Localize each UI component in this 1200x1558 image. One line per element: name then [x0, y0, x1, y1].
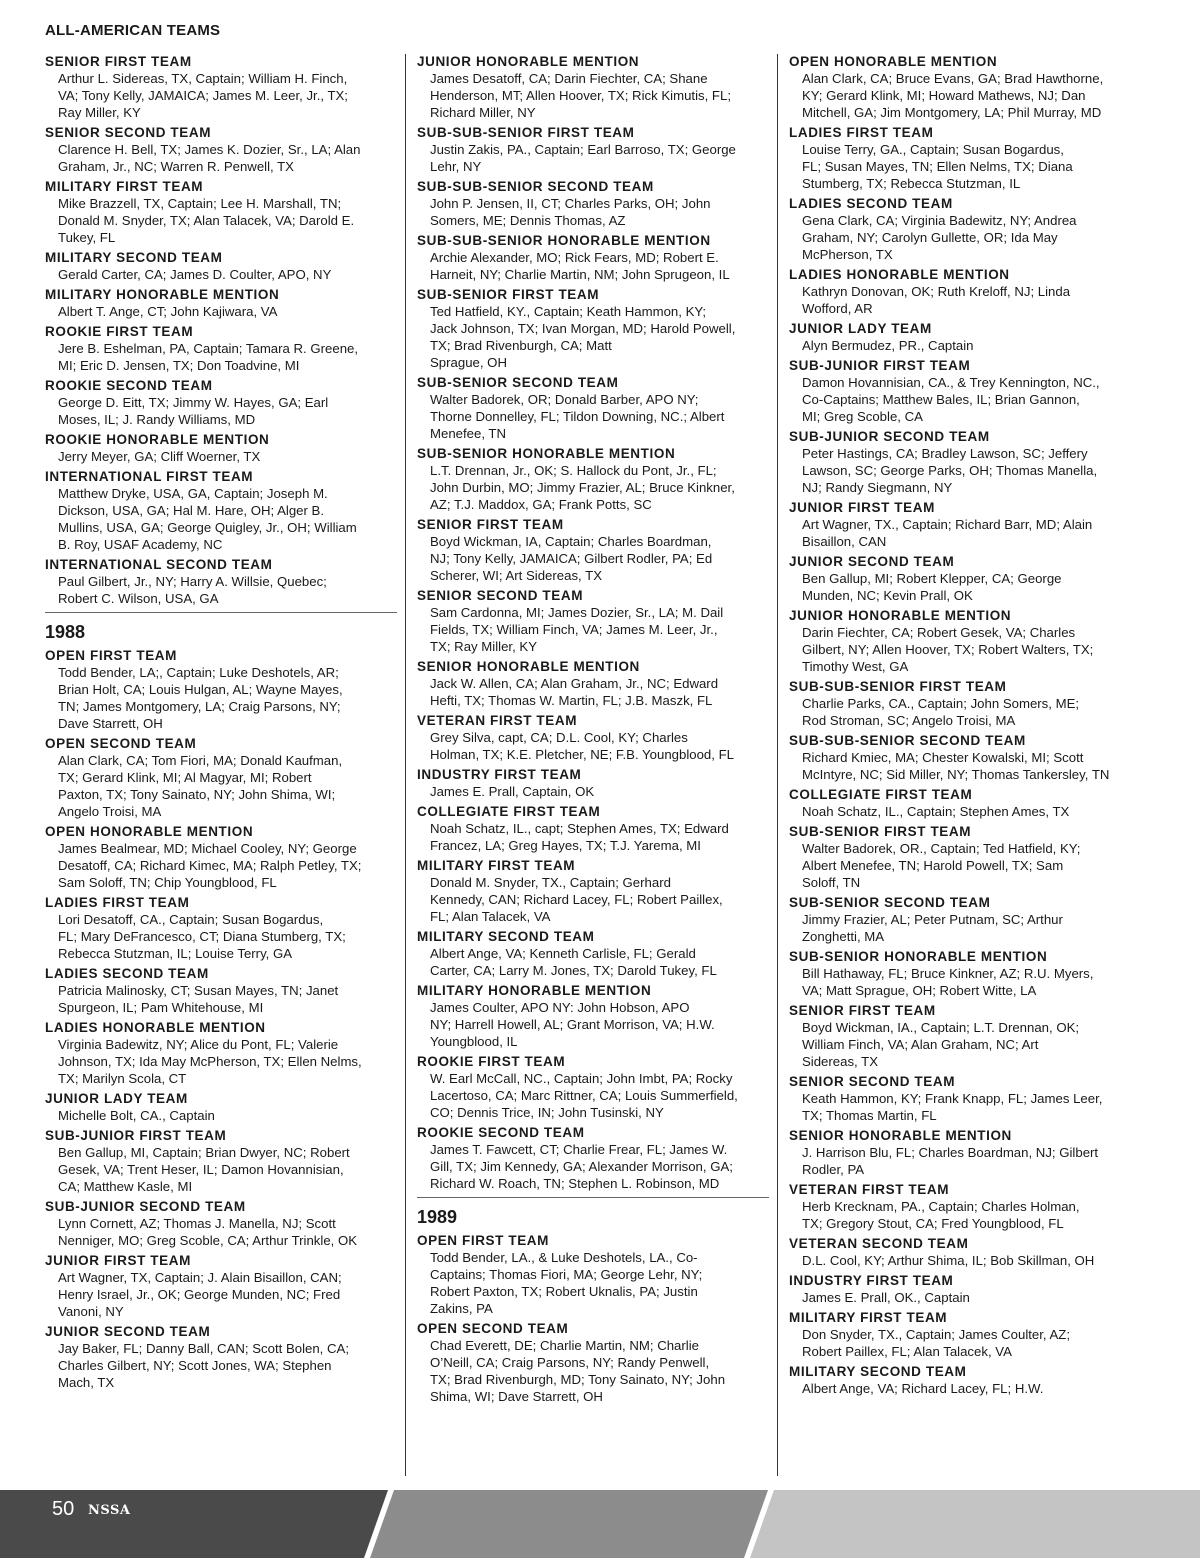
- team-members: Jerry Meyer, GA; Cliff Woerner, TX: [58, 449, 261, 464]
- year-section: [45, 612, 397, 643]
- team-members: James Bealmear, MD; Michael Cooley, NY; George Desatoff, CA; Richard Kimec, MA; Ralph Petley, TX; Sam Soloff, TN; Chip Youngblood, FL: [58, 841, 362, 890]
- footer-bar: [0, 1490, 1200, 1558]
- team-section: [45, 377, 397, 428]
- column-divider: [777, 54, 778, 1476]
- team-section: [417, 374, 769, 442]
- team-members: Herb Krecknam, PA., Captain; Charles Holman, TX; Gregory Stout, CA; Fred Youngblood, FL: [802, 1199, 1080, 1231]
- team-members: D.L. Cool, KY; Arthur Shima, IL; Bob Skillman, OH: [802, 1253, 1095, 1268]
- brand-logo-text: NSSA: [88, 1503, 131, 1518]
- team-section: [789, 678, 1141, 729]
- team-section: [789, 124, 1141, 192]
- team-heading: SUB-SENIOR SECOND TEAM: [417, 375, 619, 390]
- team-members: Gerald Carter, CA; James D. Coulter, APO, NY: [58, 267, 332, 282]
- team-section: [789, 1272, 1141, 1306]
- team-section: [789, 894, 1141, 945]
- team-section: [417, 286, 769, 371]
- team-members: Chad Everett, DE; Charlie Martin, NM; Charlie O’Neill, CA; Craig Parsons, NY; Randy Penwell, TX; Brad Rivenburgh, MD; Tony Sainato, NY; John Shima, WI; Dave Starrett, OH: [430, 1338, 726, 1404]
- team-section: [789, 948, 1141, 999]
- team-heading: SENIOR SECOND TEAM: [789, 1074, 956, 1089]
- team-members: Art Wagner, TX., Captain; Richard Barr, MD; Alain Bisaillon, CAN: [802, 517, 1093, 549]
- team-members: Bill Hathaway, FL; Bruce Kinkner, AZ; R.U. Myers, VA; Matt Sprague, OH; Robert Witte, LA: [802, 966, 1094, 998]
- column-3: [789, 50, 1141, 1397]
- team-section: [417, 232, 769, 283]
- team-members: Clarence H. Bell, TX; James K. Dozier, Sr., LA; Alan Graham, Jr., NC; Warren R. Penwell, TX: [58, 142, 361, 174]
- team-section: [417, 1124, 769, 1192]
- team-heading: OPEN FIRST TEAM: [45, 648, 178, 663]
- team-section: [789, 607, 1141, 675]
- team-section: [789, 732, 1141, 783]
- team-heading: SUB-SUB-SENIOR HONORABLE MENTION: [417, 233, 711, 248]
- team-heading: SUB-JUNIOR FIRST TEAM: [789, 358, 971, 373]
- team-section: [789, 1235, 1141, 1269]
- team-members: James T. Fawcett, CT; Charlie Frear, FL; James W. Gill, TX; Jim Kennedy, GA; Alexander Morrison, GA; Richard W. Roach, TN; Stephen L. Robinson, MD: [430, 1142, 733, 1191]
- team-section: [789, 499, 1141, 550]
- team-heading: SENIOR SECOND TEAM: [45, 125, 212, 140]
- team-members: Jack W. Allen, CA; Alan Graham, Jr., NC; Edward Hefti, TX; Thomas W. Martin, FL; J.B. Maszk, FL: [430, 676, 719, 708]
- team-heading: SENIOR FIRST TEAM: [45, 54, 192, 69]
- team-members: Kathryn Donovan, OK; Ruth Kreloff, NJ; Linda Wofford, AR: [802, 284, 1071, 316]
- team-members: J. Harrison Blu, FL; Charles Boardman, NJ; Gilbert Rodler, PA: [802, 1145, 1099, 1177]
- team-section: [417, 587, 769, 655]
- team-heading: MILITARY SECOND TEAM: [417, 929, 595, 944]
- team-section: [45, 894, 397, 962]
- team-heading: ROOKIE FIRST TEAM: [45, 324, 194, 339]
- column-divider: [405, 54, 406, 1476]
- team-members: Charlie Parks, CA., Captain; John Somers, ME; Rod Stroman, SC; Angelo Troisi, MA: [802, 696, 1080, 728]
- team-members: Richard Kmiec, MA; Chester Kowalski, MI; Scott McIntyre, NC; Sid Miller, NY; Thomas Tankersley, TN: [802, 750, 1110, 782]
- team-heading: ROOKIE SECOND TEAM: [45, 378, 213, 393]
- team-heading: SENIOR SECOND TEAM: [417, 588, 584, 603]
- team-section: [45, 249, 397, 283]
- team-members: Justin Zakis, PA., Captain; Earl Barroso, TX; George Lehr, NY: [430, 142, 736, 174]
- team-heading: LADIES SECOND TEAM: [45, 966, 209, 981]
- team-heading: MILITARY HONORABLE MENTION: [45, 287, 280, 302]
- team-section: [45, 323, 397, 374]
- team-members: Archie Alexander, MO; Rick Fears, MD; Robert E. Harneit, NY; Charlie Martin, NM; John Sprugeon, IL: [430, 250, 730, 282]
- team-section: [417, 857, 769, 925]
- team-members: Art Wagner, TX, Captain; J. Alain Bisaillon, CAN; Henry Israel, Jr., OK; George Munden, NC; Fred Vanoni, NY: [58, 1270, 342, 1319]
- team-section: [417, 928, 769, 979]
- team-members: Albert T. Ange, CT; John Kajiwara, VA: [58, 304, 278, 319]
- team-heading: SENIOR HONORABLE MENTION: [789, 1128, 1012, 1143]
- team-heading: ROOKIE SECOND TEAM: [417, 1125, 585, 1140]
- team-members: Todd Bender, LA., & Luke Deshotels, LA., Co- Captains; Thomas Fiori, MA; George Lehr, NY; Robert Paxton, TX; Robert Uknalis, PA; Justin Zakins, PA: [430, 1250, 703, 1316]
- team-members: James E. Prall, Captain, OK: [430, 784, 595, 799]
- team-heading: OPEN HONORABLE MENTION: [45, 824, 254, 839]
- team-heading: VETERAN FIRST TEAM: [789, 1182, 950, 1197]
- team-heading: OPEN FIRST TEAM: [417, 1233, 550, 1248]
- team-members: Walter Badorek, OR., Captain; Ted Hatfield, KY; Albert Menefee, TN; Harold Powell, TX; Sam Soloff, TN: [802, 841, 1081, 890]
- team-section: [789, 553, 1141, 604]
- team-members: Ben Gallup, MI; Robert Klepper, CA; George Munden, NC; Kevin Prall, OK: [802, 571, 1062, 603]
- team-section: [417, 766, 769, 800]
- team-members: Alan Clark, CA; Bruce Evans, GA; Brad Hawthorne, KY; Gerard Klink, MI; Howard Mathews, NJ; Dan Mitchell, GA; Jim Montgomery, LA; Phil Murray, MD: [802, 71, 1104, 120]
- team-members: Albert Ange, VA; Kenneth Carlisle, FL; Gerald Carter, CA; Larry M. Jones, TX; Darold Tukey, FL: [430, 946, 717, 978]
- page-title: ALL-AMERICAN TEAMS: [45, 22, 221, 39]
- team-heading: INTERNATIONAL SECOND TEAM: [45, 557, 273, 572]
- team-section: [45, 1323, 397, 1391]
- team-heading: ROOKIE HONORABLE MENTION: [45, 432, 270, 447]
- team-heading: SUB-SUB-SENIOR SECOND TEAM: [789, 733, 1026, 748]
- team-section: [45, 1090, 397, 1124]
- team-members: James E. Prall, OK., Captain: [802, 1290, 970, 1305]
- team-heading: SENIOR HONORABLE MENTION: [417, 659, 640, 674]
- team-heading: SENIOR FIRST TEAM: [417, 517, 564, 532]
- team-heading: JUNIOR SECOND TEAM: [45, 1324, 211, 1339]
- team-section: [45, 1127, 397, 1195]
- year-heading: 1988: [45, 622, 86, 642]
- team-members: Peter Hastings, CA; Bradley Lawson, SC; Jeffery Lawson, SC; George Parks, OH; Thomas Manella, NJ; Randy Siegmann, NY: [802, 446, 1098, 495]
- team-heading: INDUSTRY FIRST TEAM: [789, 1273, 954, 1288]
- team-section: [789, 786, 1141, 820]
- team-heading: SUB-SENIOR HONORABLE MENTION: [789, 949, 1048, 964]
- team-members: Virginia Badewitz, NY; Alice du Pont, FL; Valerie Johnson, TX; Ida May McPherson, TX; Ellen Nelms, TX; Marilyn Scola, CT: [58, 1037, 362, 1086]
- team-members: Boyd Wickman, IA., Captain; L.T. Drennan, OK; William Finch, VA; Alan Graham, NC; Art Sidereas, TX: [802, 1020, 1080, 1069]
- team-section: [45, 735, 397, 820]
- team-heading: VETERAN SECOND TEAM: [789, 1236, 969, 1251]
- team-section: [45, 53, 397, 121]
- team-heading: MILITARY HONORABLE MENTION: [417, 983, 652, 998]
- team-section: [789, 53, 1141, 121]
- team-members: Paul Gilbert, Jr., NY; Harry A. Willsie, Quebec; Robert C. Wilson, USA, GA: [58, 574, 327, 606]
- team-section: [417, 124, 769, 175]
- team-heading: LADIES SECOND TEAM: [789, 196, 953, 211]
- team-heading: MILITARY FIRST TEAM: [45, 179, 204, 194]
- team-members: Mike Brazzell, TX, Captain; Lee H. Marshall, TN; Donald M. Snyder, TX; Alan Talacek, VA; Darold E. Tukey, FL: [58, 196, 355, 245]
- team-members: James Desatoff, CA; Darin Fiechter, CA; Shane Henderson, MT; Allen Hoover, TX; Rick Kimutis, FL; Richard Miller, NY: [430, 71, 731, 120]
- team-members: Noah Schatz, IL., capt; Stephen Ames, TX; Edward Francez, LA; Greg Hayes, TX; T.J. Yarema, MI: [430, 821, 729, 853]
- team-members: James Coulter, APO NY: John Hobson, APO NY; Harrell Howell, AL; Grant Morrison, VA; H.W. Youngblood, IL: [430, 1000, 715, 1049]
- team-section: [45, 823, 397, 891]
- team-section: [45, 124, 397, 175]
- team-heading: ROOKIE FIRST TEAM: [417, 1054, 566, 1069]
- team-section: [417, 1320, 769, 1405]
- team-heading: SUB-SENIOR FIRST TEAM: [789, 824, 972, 839]
- team-section: [45, 1252, 397, 1320]
- team-heading: OPEN SECOND TEAM: [417, 1321, 569, 1336]
- team-members: Grey Silva, capt, CA; D.L. Cool, KY; Charles Holman, TX; K.E. Pletcher, NE; F.B. Youngblood, FL: [430, 730, 734, 762]
- team-heading: SUB-JUNIOR FIRST TEAM: [45, 1128, 227, 1143]
- team-section: [789, 1309, 1141, 1360]
- team-members: Jay Baker, FL; Danny Ball, CAN; Scott Bolen, CA; Charles Gilbert, NY; Scott Jones, WA; Stephen Mach, TX: [58, 1341, 349, 1390]
- team-heading: MILITARY SECOND TEAM: [789, 1364, 967, 1379]
- team-heading: JUNIOR FIRST TEAM: [45, 1253, 191, 1268]
- team-members: John P. Jensen, II, CT; Charles Parks, OH; John Somers, ME; Dennis Thomas, AZ: [430, 196, 711, 228]
- team-members: Michelle Bolt, CA., Captain: [58, 1108, 215, 1123]
- team-section: [45, 647, 397, 732]
- team-section: [789, 823, 1141, 891]
- team-section: [789, 1073, 1141, 1124]
- team-members: Ted Hatfield, KY., Captain; Keath Hammon, KY; Jack Johnson, TX; Ivan Morgan, MD; Harold Powell, TX; Brad Rivenburgh, CA; Matt Sprague, OH: [430, 304, 736, 370]
- team-section: [417, 53, 769, 121]
- year-section: [417, 1197, 769, 1228]
- team-members: Ben Gallup, MI, Captain; Brian Dwyer, NC; Robert Gesek, VA; Trent Heser, IL; Damon Hovannisian, CA; Matthew Kasle, MI: [58, 1145, 350, 1194]
- team-members: Walter Badorek, OR; Donald Barber, APO NY; Thorne Donnelley, FL; Tildon Downing, NC.; Albert Menefee, TN: [430, 392, 725, 441]
- team-heading: JUNIOR LADY TEAM: [45, 1091, 188, 1106]
- team-heading: LADIES FIRST TEAM: [789, 125, 934, 140]
- team-section: [417, 1053, 769, 1121]
- team-heading: SUB-SUB-SENIOR FIRST TEAM: [789, 679, 1007, 694]
- team-heading: JUNIOR SECOND TEAM: [789, 554, 955, 569]
- team-members: George D. Eitt, TX; Jimmy W. Hayes, GA; Earl Moses, IL; J. Randy Williams, MD: [58, 395, 329, 427]
- team-heading: COLLEGIATE FIRST TEAM: [789, 787, 973, 802]
- team-heading: SUB-SUB-SENIOR SECOND TEAM: [417, 179, 654, 194]
- team-members: Noah Schatz, IL., Captain; Stephen Ames, TX: [802, 804, 1070, 819]
- team-section: [417, 982, 769, 1050]
- team-section: [789, 1127, 1141, 1178]
- team-section: [789, 195, 1141, 263]
- team-section: [45, 556, 397, 607]
- column-2: [417, 50, 769, 1405]
- team-members: L.T. Drennan, Jr., OK; S. Hallock du Pont, Jr., FL; John Durbin, MO; Jimmy Frazier, AL; Bruce Kinkner, AZ; T.J. Maddox, GA; Frank Potts, SC: [430, 463, 735, 512]
- team-heading: JUNIOR HONORABLE MENTION: [789, 608, 1012, 623]
- team-heading: SUB-JUNIOR SECOND TEAM: [45, 1199, 246, 1214]
- team-section: [417, 658, 769, 709]
- team-members: Louise Terry, GA., Captain; Susan Bogardus, FL; Susan Mayes, TN; Ellen Nelms, TX; Diana Stumberg, TX; Rebecca Stutzman, IL: [802, 142, 1073, 191]
- team-members: Damon Hovannisian, CA., & Trey Kennington, NC., Co-Captains; Matthew Bales, IL; Brian Gannon, MI; Greg Scoble, CA: [802, 375, 1100, 424]
- team-heading: SUB-SENIOR FIRST TEAM: [417, 287, 600, 302]
- team-members: Lori Desatoff, CA., Captain; Susan Bogardus, FL; Mary DeFrancesco, CT; Diana Stumberg, TX; Rebecca Stutzman, IL; Louise Terry, GA: [58, 912, 346, 961]
- team-members: Gena Clark, CA; Virginia Badewitz, NY; Andrea Graham, NY; Carolyn Gullette, OR; Ida May McPherson, TX: [802, 213, 1077, 262]
- team-heading: INDUSTRY FIRST TEAM: [417, 767, 582, 782]
- team-section: [789, 266, 1141, 317]
- team-section: [45, 178, 397, 246]
- team-section: [417, 803, 769, 854]
- team-heading: JUNIOR LADY TEAM: [789, 321, 932, 336]
- team-heading: OPEN HONORABLE MENTION: [789, 54, 998, 69]
- team-members: Alan Clark, CA; Tom Fiori, MA; Donald Kaufman, TX; Gerard Klink, MI; Al Magyar, MI; Robert Paxton, TX; Tony Sainato, NY; John Shima, WI; Angelo Troisi, MA: [58, 753, 343, 819]
- team-section: [45, 286, 397, 320]
- team-members: Lynn Cornett, AZ; Thomas J. Manella, NJ; Scott Nenniger, MO; Greg Scoble, CA; Arthur Trinkle, OK: [58, 1216, 358, 1248]
- year-heading: 1989: [417, 1207, 458, 1227]
- team-members: Boyd Wickman, IA, Captain; Charles Boardman, NJ; Tony Kelly, JAMAICA; Gilbert Rodler, PA; Ed Scherer, WI; Art Sidereas, TX: [430, 534, 713, 583]
- team-members: W. Earl McCall, NC., Captain; John Imbt, PA; Rocky Lacertoso, CA; Marc Rittner, CA; Louis Summerfield, CO; Dennis Trice, IN; John Tusinski, NY: [430, 1071, 738, 1120]
- team-section: [789, 1002, 1141, 1070]
- team-heading: LADIES HONORABLE MENTION: [45, 1020, 266, 1035]
- team-section: [789, 1363, 1141, 1397]
- team-heading: SUB-JUNIOR SECOND TEAM: [789, 429, 990, 444]
- team-heading: JUNIOR FIRST TEAM: [789, 500, 935, 515]
- column-1: [45, 50, 397, 1391]
- team-section: [417, 445, 769, 513]
- team-heading: JUNIOR HONORABLE MENTION: [417, 54, 640, 69]
- team-heading: OPEN SECOND TEAM: [45, 736, 197, 751]
- team-section: [417, 516, 769, 584]
- team-members: Jimmy Frazier, AL; Peter Putnam, SC; Arthur Zonghetti, MA: [802, 912, 1063, 944]
- team-heading: MILITARY FIRST TEAM: [789, 1310, 948, 1325]
- team-section: [417, 1232, 769, 1317]
- team-heading: MILITARY SECOND TEAM: [45, 250, 223, 265]
- team-section: [417, 712, 769, 763]
- team-section: [45, 431, 397, 465]
- team-members: Jere B. Eshelman, PA, Captain; Tamara R. Greene, MI; Eric D. Jensen, TX; Don Toadvine, MI: [58, 341, 359, 373]
- team-members: Don Snyder, TX., Captain; James Coulter, AZ; Robert Paillex, FL; Alan Talacek, VA: [802, 1327, 1071, 1359]
- team-section: [789, 320, 1141, 354]
- team-heading: INTERNATIONAL FIRST TEAM: [45, 469, 254, 484]
- team-heading: SUB-SENIOR SECOND TEAM: [789, 895, 991, 910]
- team-heading: MILITARY FIRST TEAM: [417, 858, 576, 873]
- team-members: Alyn Bermudez, PR., Captain: [802, 338, 974, 353]
- team-heading: LADIES HONORABLE MENTION: [789, 267, 1010, 282]
- team-section: [45, 468, 397, 553]
- team-members: Matthew Dryke, USA, GA, Captain; Joseph M. Dickson, USA, GA; Hal M. Hare, OH; Alger B. Mullins, USA, GA; George Quigley, Jr., OH; William B. Roy, USAF Academy, NC: [58, 486, 357, 552]
- page-number: 50: [52, 1498, 75, 1520]
- team-members: Todd Bender, LA;, Captain; Luke Deshotels, AR; Brian Holt, CA; Louis Hulgan, AL; Wayne Mayes, TN; James Montgomery, LA; Craig Parsons, NY; Dave Starrett, OH: [58, 665, 343, 731]
- team-members: Sam Cardonna, MI; James Dozier, Sr., LA; M. Dail Fields, TX; William Finch, VA; James M. Leer, Jr., TX; Ray Miller, KY: [430, 605, 724, 654]
- team-heading: SUB-SUB-SENIOR FIRST TEAM: [417, 125, 635, 140]
- team-members: Arthur L. Sidereas, TX, Captain; William H. Finch, VA; Tony Kelly, JAMAICA; James M. Leer, Jr., TX; Ray Miller, KY: [58, 71, 348, 120]
- team-heading: VETERAN FIRST TEAM: [417, 713, 578, 728]
- team-heading: COLLEGIATE FIRST TEAM: [417, 804, 601, 819]
- team-heading: SUB-SENIOR HONORABLE MENTION: [417, 446, 676, 461]
- team-members: Albert Ange, VA; Richard Lacey, FL; H.W.: [802, 1381, 1044, 1396]
- team-section: [45, 1198, 397, 1249]
- team-members: Darin Fiechter, CA; Robert Gesek, VA; Charles Gilbert, NY; Allen Hoover, TX; Robert Walters, TX; Timothy West, GA: [802, 625, 1094, 674]
- team-section: [789, 428, 1141, 496]
- team-section: [417, 178, 769, 229]
- team-section: [789, 357, 1141, 425]
- team-section: [789, 1181, 1141, 1232]
- team-members: Patricia Malinosky, CT; Susan Mayes, TN; Janet Spurgeon, IL; Pam Whitehouse, MI: [58, 983, 339, 1015]
- team-members: Keath Hammon, KY; Frank Knapp, FL; James Leer, TX; Thomas Martin, FL: [802, 1091, 1103, 1123]
- team-heading: LADIES FIRST TEAM: [45, 895, 190, 910]
- team-section: [45, 965, 397, 1016]
- team-members: Donald M. Snyder, TX., Captain; Gerhard Kennedy, CAN; Richard Lacey, FL; Robert Paillex, FL; Alan Talacek, VA: [430, 875, 723, 924]
- team-section: [45, 1019, 397, 1087]
- team-heading: SENIOR FIRST TEAM: [789, 1003, 936, 1018]
